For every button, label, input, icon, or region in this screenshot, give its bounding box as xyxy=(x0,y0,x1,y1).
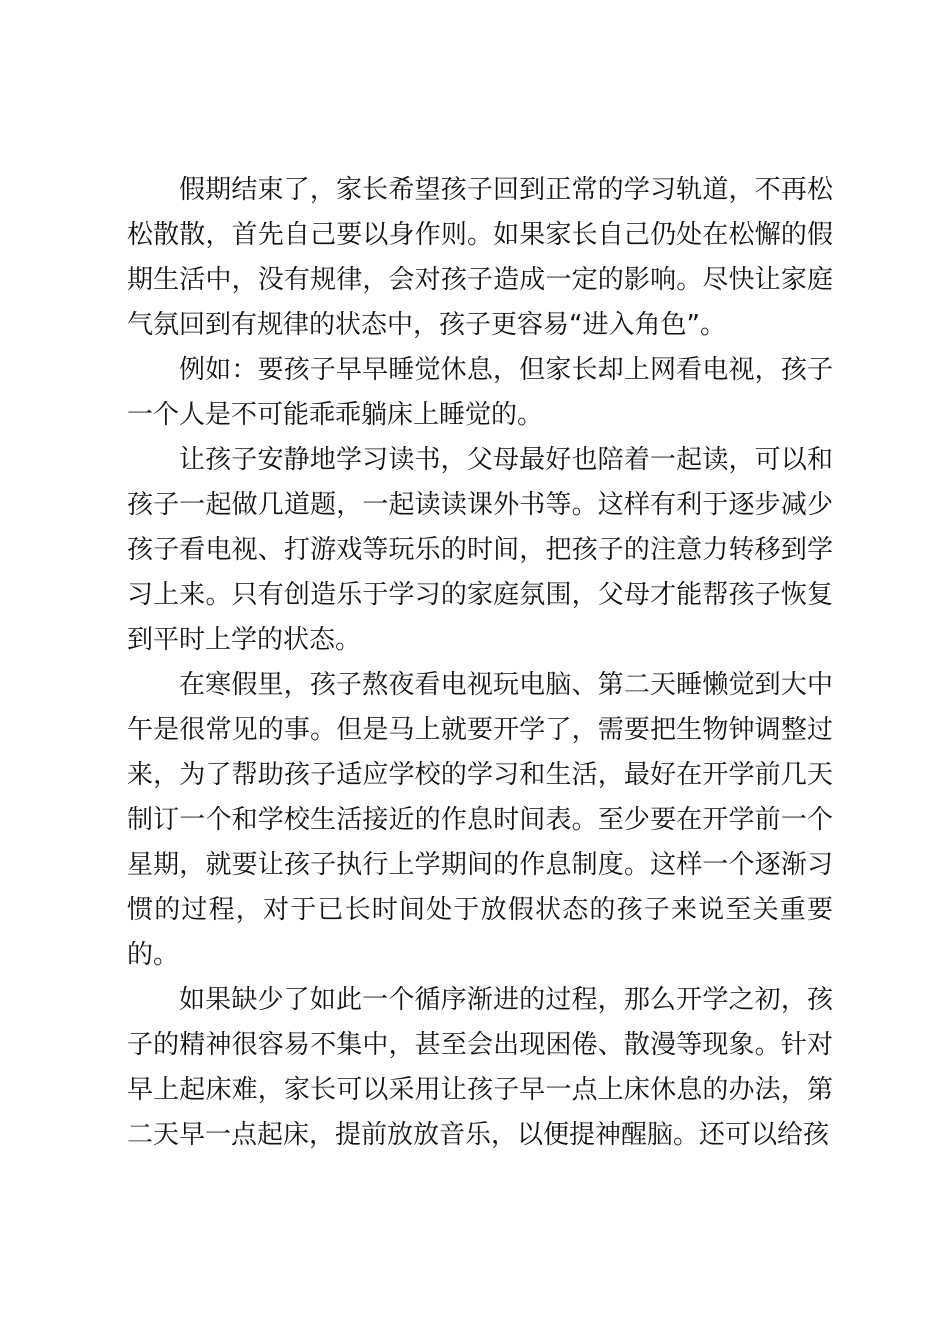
paragraph-1: 假期结束了，家长希望孩子回到正常的学习轨道，不再松松散散，首先自己要以身作则。如果家长自己仍处在松懈的假期生活中，没有规律，会对孩子造成一定的影响。尽快让家庭气氛回到有规律的状态中，孩子更容易“进入角色”。 xyxy=(127,175,833,340)
paragraph-3: 让孩子安静地学习读书，父母最好也陪着一起读，可以和孩子一起做几道题，一起读读课外书等。这样有利于逐步减少孩子看电视、打游戏等玩乐的时间，把孩子的注意力转移到学习上来。只有创造乐于学习的家庭氛围，父母才能帮孩子恢复到平时上学的状态。 xyxy=(127,445,833,655)
paragraph-4: 在寒假里，孩子熬夜看电视玩电脑、第二天睡懒觉到大中午是很常见的事。但是马上就要开学了，需要把生物钟调整过来，为了帮助孩子适应学校的学习和生活，最好在开学前几天制订一个和学校生活接近的作息时间表。至少要在开学前一个星期，就要让孩子执行上学期间的作息制度。这样一个逐渐习惯的过程，对于已长时间处于放假状态的孩子来说至关重要的。 xyxy=(127,670,833,970)
paragraph-5: 如果缺少了如此一个循序渐进的过程，那么开学之初，孩子的精神很容易不集中，甚至会出现困倦、散漫等现象。针对早上起床难，家长可以采用让孩子早一点上床休息的办法，第二天早一点起床，提前放放音乐，以便提神醒脑。还可以给孩 xyxy=(127,985,833,1150)
paragraph-2: 例如：要孩子早早睡觉休息，但家长却上网看电视，孩子一个人是不可能乖乖躺床上睡觉的。 xyxy=(127,355,833,430)
document-body xyxy=(127,168,833,1158)
